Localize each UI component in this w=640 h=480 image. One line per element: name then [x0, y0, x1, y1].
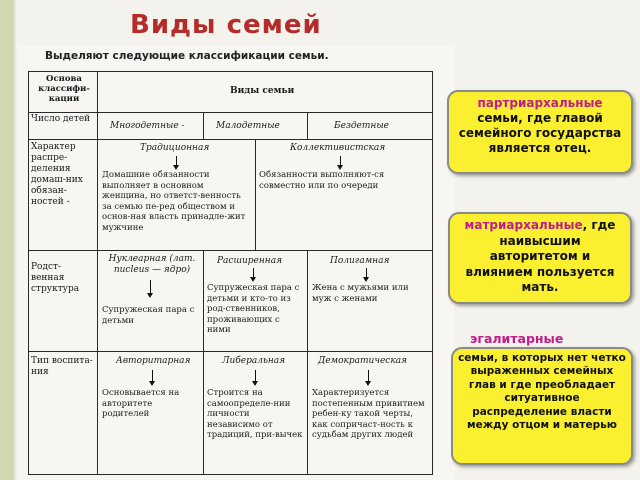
arrow-democratic	[368, 370, 369, 382]
left-decor-stripe	[0, 0, 14, 480]
type-many-children: Многодетные -	[110, 121, 185, 131]
callout-matriarchal-punct: ,	[582, 218, 588, 232]
type-authoritarian: Авторитарная	[116, 356, 191, 366]
type-few-children: Малодетные	[216, 121, 280, 131]
row-kinship-label: Родст-венная структура	[31, 262, 80, 294]
callout-egalitarian-term: эгалитарные	[470, 331, 564, 346]
arrow-polygamous	[366, 268, 367, 278]
separator-4	[203, 250, 204, 352]
row-children-label: Число детей	[31, 114, 91, 124]
separator-6	[203, 351, 204, 475]
separator-2	[307, 112, 308, 140]
callout-egalitarian-text: семьи, в которых нет четко выраженных семейных глав и где преобладает ситуативное распределение власти между отцом и матерью	[458, 352, 626, 432]
separator-1	[203, 112, 204, 140]
slide-title: Виды семей	[130, 10, 322, 40]
callout-matriarchal-text: где наивысшим авторитетом и влиянием пользуется мать.	[465, 218, 616, 294]
note-polygamous: Жена с мужьями или муж с женами	[312, 283, 409, 304]
type-liberal: Либеральная	[222, 356, 286, 366]
row-duties-label: Характер распре-деления домаш-них обязан-ностей -	[31, 142, 83, 207]
arrow-liberal	[255, 370, 256, 382]
callout-matriarchal	[448, 212, 632, 304]
callout-egalitarian	[451, 347, 633, 465]
header-basis-text: Основа классифи-кации	[38, 74, 90, 104]
note-extended: Супружеская пара с детьми и кто-то из род-ственников, проживающих с ними	[207, 283, 300, 335]
arrow-authoritarian	[152, 370, 153, 382]
arrow-traditional	[176, 156, 177, 166]
type-traditional: Традиционная	[140, 143, 210, 153]
note-democratic: Характеризуется постепенным привитием ребен-ку такой черты, как сопричаст-ность к судьбам других людей	[312, 388, 425, 440]
note-liberal: Строится на самоопределе-нии личности независимо от традиций, при-вычек	[207, 388, 303, 440]
arrow-collectivist	[340, 156, 341, 166]
note-collectivist: Обязанности выполняют-ся совместно или по очереди	[259, 170, 385, 191]
note-nuclear: Супружеская пара с детьми	[102, 305, 195, 326]
separator-5	[307, 250, 308, 352]
note-traditional: Домашние обязанности выполняет в основном женщина, но ответст-венность за семью пе-ред обществом и основ-ная власть принадле-жит мужчине	[102, 170, 246, 233]
type-nuclear: Нуклеарная (лат. nucleus — ядро)	[108, 254, 196, 275]
arrow-nuclear	[150, 280, 151, 294]
callout-patriarchal-text: семьи, где главой семейного государства является отец.	[458, 111, 622, 155]
left-decor-line	[14, 0, 16, 480]
separator-3	[255, 139, 256, 251]
scan-intro-text: Выделяют следующие классификации семьи.	[45, 50, 329, 62]
callout-patriarchal-term: партриархальные	[477, 96, 603, 110]
type-collectivist: Коллективистская	[290, 143, 386, 153]
arrow-extended	[253, 268, 254, 278]
type-polygamous: Полигамная	[330, 256, 390, 266]
type-democratic: Демократическая	[318, 356, 408, 366]
callout-matriarchal-term: матриархальные	[464, 218, 583, 232]
header-types-text: Виды семьи	[230, 86, 295, 96]
note-authoritarian: Основывается на авторитете родителей	[102, 388, 180, 419]
callout-patriarchal	[447, 90, 633, 174]
type-extended: Расширенная	[217, 256, 283, 266]
separator-7	[307, 351, 308, 475]
row-upbringing-label: Тип воспита-ния	[31, 356, 93, 377]
type-childless: Бездетные	[334, 121, 389, 131]
